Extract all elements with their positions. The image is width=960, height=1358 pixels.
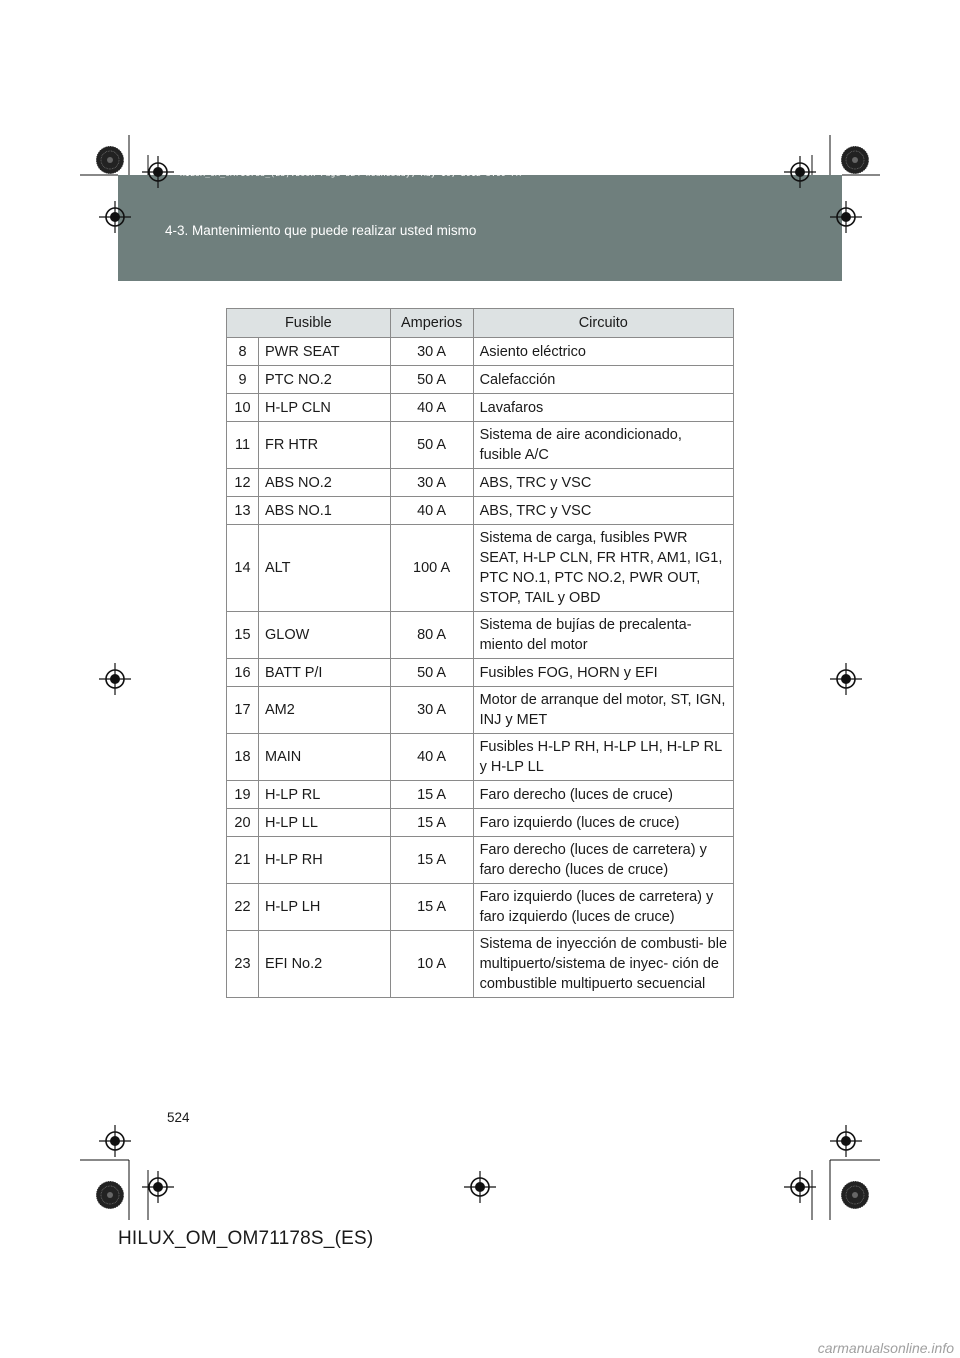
table-row (227, 469, 734, 497)
fuse-number: 16 (227, 659, 259, 687)
fuse-name: PTC NO.2 (258, 366, 390, 394)
registration-mark-icon (830, 663, 862, 695)
fuse-amps: 50 A (390, 366, 473, 394)
registration-mark-icon (784, 156, 816, 188)
fuse-circuit: Sistema de bujías de precalenta- miento del motor (473, 612, 733, 659)
fuse-name: BATT P/I (258, 659, 390, 687)
registration-mark-icon (99, 1125, 131, 1157)
table-row (227, 525, 734, 612)
registration-mark-icon (142, 1171, 174, 1203)
fuse-number: 9 (227, 366, 259, 394)
table-row (227, 931, 734, 998)
fuse-number: 10 (227, 394, 259, 422)
table-row (227, 659, 734, 687)
fuse-amps: 15 A (390, 781, 473, 809)
fuse-amps: 10 A (390, 931, 473, 998)
fuse-name: FR HTR (258, 422, 390, 469)
header-fuse: Fusible (227, 309, 391, 338)
fuse-name: H-LP CLN (258, 394, 390, 422)
fuse-number: 14 (227, 525, 259, 612)
fuse-circuit: Faro izquierdo (luces de carretera) y faro izquierdo (luces de cruce) (473, 884, 733, 931)
fuse-name: PWR SEAT (258, 338, 390, 366)
page-number: 524 (167, 1110, 190, 1125)
fuse-number: 22 (227, 884, 259, 931)
table-body (227, 338, 734, 998)
fuse-amps: 30 A (390, 687, 473, 734)
fuse-circuit: Sistema de carga, fusibles PWR SEAT, H-LP CLN, FR HTR, AM1, IG1, PTC NO.1, PTC NO.2, PWR OUT, STOP, TAIL y OBD (473, 525, 733, 612)
fuse-number: 8 (227, 338, 259, 366)
fuse-name: MAIN (258, 734, 390, 781)
fuse-name: ABS NO.1 (258, 497, 390, 525)
fuse-amps: 40 A (390, 734, 473, 781)
fuse-number: 13 (227, 497, 259, 525)
table-row (227, 338, 734, 366)
table-row (227, 366, 734, 394)
table-row (227, 837, 734, 884)
fuse-circuit: Fusibles FOG, HORN y EFI (473, 659, 733, 687)
sunburst-target-icon (841, 146, 869, 174)
registration-mark-icon (464, 1171, 496, 1203)
fuse-name: ALT (258, 525, 390, 612)
table-row (227, 734, 734, 781)
fuse-circuit: Faro derecho (luces de carretera) y faro derecho (luces de cruce) (473, 837, 733, 884)
fuse-amps: 15 A (390, 884, 473, 931)
fuse-name: H-LP RL (258, 781, 390, 809)
document-code: HILUX_OM_OM71178S_(ES) (118, 1228, 374, 1249)
fuse-amps: 40 A (390, 497, 473, 525)
registration-mark-icon (99, 663, 131, 695)
sunburst-target-icon (96, 146, 124, 174)
fuse-number: 23 (227, 931, 259, 998)
fuse-name: H-LP LL (258, 809, 390, 837)
fuse-circuit: ABS, TRC y VSC (473, 497, 733, 525)
fuse-number: 17 (227, 687, 259, 734)
fuse-number: 21 (227, 837, 259, 884)
fuse-amps: 15 A (390, 837, 473, 884)
table-row (227, 497, 734, 525)
fuse-circuit: Motor de arranque del motor, ST, IGN, INJ y MET (473, 687, 733, 734)
fuse-number: 11 (227, 422, 259, 469)
fuse-name: GLOW (258, 612, 390, 659)
registration-mark-icon (830, 201, 862, 233)
fuse-circuit: Lavafaros (473, 394, 733, 422)
registration-mark-icon (142, 156, 174, 188)
fuse-circuit: Fusibles H-LP RH, H-LP LH, H-LP RL y H-LP LL (473, 734, 733, 781)
fuse-name: AM2 (258, 687, 390, 734)
registration-mark-icon (830, 1125, 862, 1157)
table-row (227, 612, 734, 659)
fuse-name: H-LP LH (258, 884, 390, 931)
fuse-amps: 30 A (390, 338, 473, 366)
sunburst-target-icon (841, 1181, 869, 1209)
table-row (227, 809, 734, 837)
fuse-circuit: Calefacción (473, 366, 733, 394)
fuse-number: 15 (227, 612, 259, 659)
fuse-amps: 50 A (390, 659, 473, 687)
fuse-amps: 80 A (390, 612, 473, 659)
table-row (227, 422, 734, 469)
watermark: carmanualsonline.info (817, 1340, 954, 1356)
fuse-name: ABS NO.2 (258, 469, 390, 497)
table-row (227, 687, 734, 734)
fuse-circuit: Sistema de aire acondicionado, fusible A/C (473, 422, 733, 469)
registration-mark-icon (784, 1171, 816, 1203)
fuse-circuit: Faro izquierdo (luces de cruce) (473, 809, 733, 837)
table-row (227, 781, 734, 809)
book-stamp: HILUX_OM_OM71178S_(ES).book Page 524 Wednesday, May 16, 2012 3:09 PM (180, 169, 522, 178)
fuse-number: 20 (227, 809, 259, 837)
fuse-circuit: Faro derecho (luces de cruce) (473, 781, 733, 809)
fuse-amps: 30 A (390, 469, 473, 497)
registration-mark-icon (99, 201, 131, 233)
table-header-row (227, 309, 734, 338)
fuse-circuit: ABS, TRC y VSC (473, 469, 733, 497)
fuse-number: 19 (227, 781, 259, 809)
table-row (227, 884, 734, 931)
header-circuit: Circuito (473, 309, 733, 338)
fuse-amps: 15 A (390, 809, 473, 837)
sunburst-target-icon (96, 1181, 124, 1209)
fuse-number: 12 (227, 469, 259, 497)
header-amps: Amperios (390, 309, 473, 338)
fuse-name: EFI No.2 (258, 931, 390, 998)
fuse-table (226, 308, 734, 998)
section-title: 4-3. Mantenimiento que puede realizar usted mismo (165, 223, 477, 238)
fuse-name: H-LP RH (258, 837, 390, 884)
fuse-circuit: Asiento eléctrico (473, 338, 733, 366)
fuse-circuit: Sistema de inyección de combusti- ble multipuerto/sistema de inyec- ción de combustible multipuerto secuencial (473, 931, 733, 998)
table-row (227, 394, 734, 422)
fuse-amps: 100 A (390, 525, 473, 612)
fuse-number: 18 (227, 734, 259, 781)
fuse-amps: 40 A (390, 394, 473, 422)
fuse-amps: 50 A (390, 422, 473, 469)
